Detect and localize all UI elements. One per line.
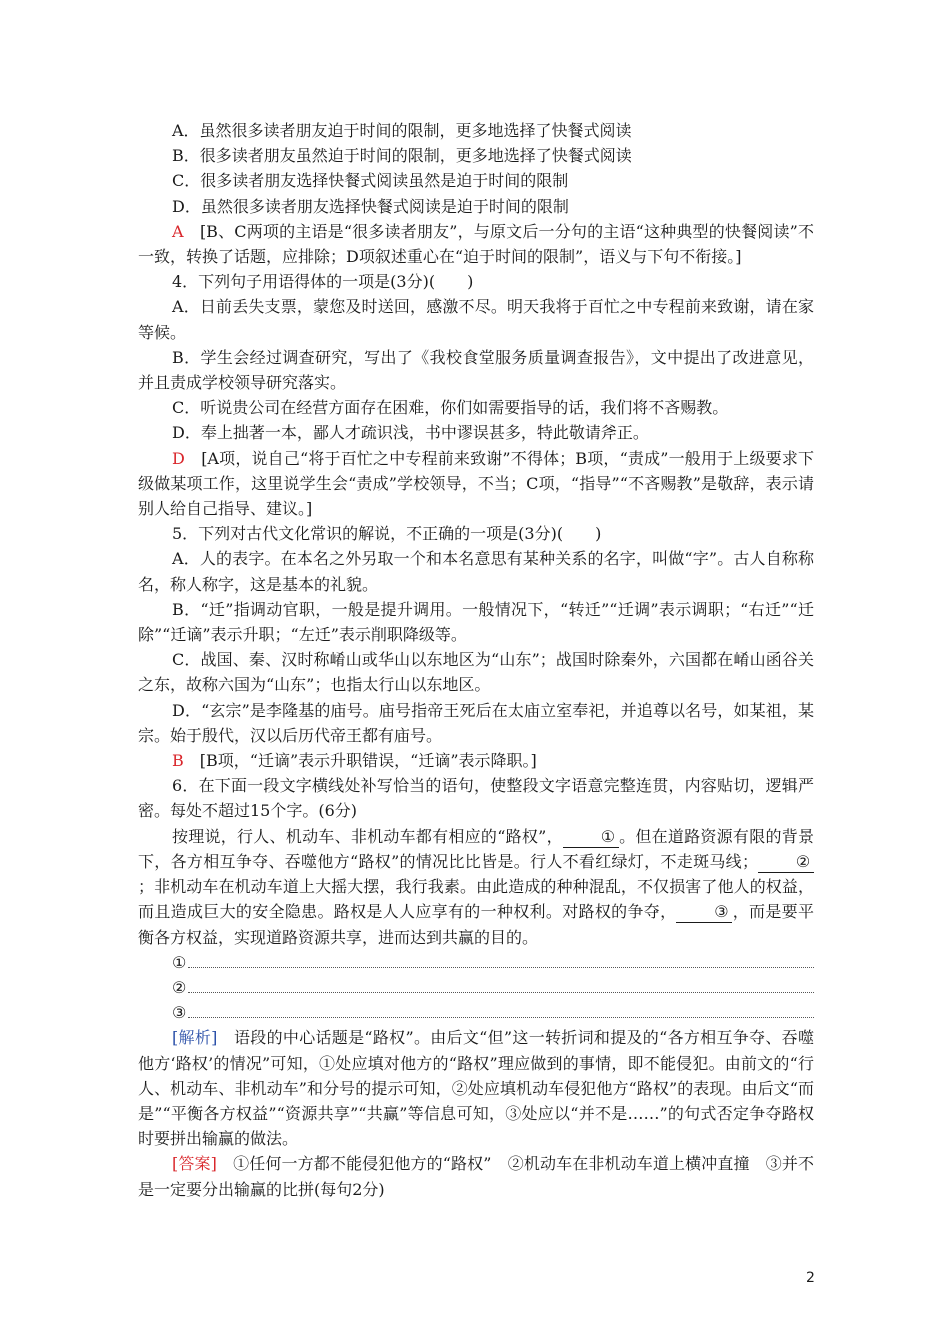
q5-stem: 5．下列对古代文化常识的解说，不正确的一项是(3分)( ) xyxy=(172,524,602,544)
q6-answer-line-3[interactable] xyxy=(138,1000,814,1025)
analysis-label: [解析] xyxy=(172,1028,218,1048)
answer-label: [答案] xyxy=(172,1154,217,1174)
q3-option-a: A．虽然很多读者朋友迫于时间的限制，更多地选择了快餐式阅读 xyxy=(172,121,632,140)
q4-explanation: [A项，说自己“将于百忙之中专程前来致谢”不得体；B项，“责成”一般用于上级要求下级做某项工作，这里说学生会“责成”学校领导，不当；C项，“指导”“不吝赐教”是敬辞，表示请别人给自己指导、建议。] xyxy=(138,448,814,519)
q6-stem: 6．在下面一段文字横线处补写恰当的语句，使整段文字语意完整连贯，内容贴切，逻辑严密。每处不超过15个字。(6分) xyxy=(138,776,814,821)
document-body xyxy=(138,118,814,1202)
q5-option-d: D．“玄宗”是李隆基的庙号。庙号指帝王死后在太庙立室奉祀，并追尊以名号，如某祖，某宗。始于殷代，汉以后历代帝王都有庙号。 xyxy=(138,700,814,745)
q3-answer xyxy=(138,219,814,269)
q6-blank-2[interactable]: ② xyxy=(758,852,814,873)
dotted-line xyxy=(188,1003,814,1018)
q4-option-b: B．学生会经过调查研究，写出了《我校食堂服务质量调查报告》，文中提出了改进意见，并且责成学校领导研究落实。 xyxy=(138,347,814,393)
q6-blank-3[interactable]: ③ xyxy=(676,902,732,923)
q4-answer xyxy=(138,446,814,522)
q6-answer-line-1[interactable] xyxy=(138,950,814,975)
q6-passage xyxy=(138,824,814,950)
q6-passage-part-3: ；非机动车在机动车道上大摇大摆，我行我素。由此造成的种种混乱，不仅损害了他人的权益，而且造成巨大的安全隐患。路权是人人应享有的一种权利。对路权的争夺， xyxy=(138,877,814,922)
dotted-line xyxy=(188,953,814,968)
analysis-text: 语段的中心话题是“路权”。由后文“但”这一转折词和提及的“各方相互争夺、吞噬他方‘路权’的情况”可知，①处应填对他方的“路权”理应做到的事情，即不能侵犯。由前文的“行人、机动车、非机动车”和分号的提示可知，②处应填机动车侵犯他方“路权”的表现。由后文“而是”“平衡各方权益”“资源共享”“共赢”等信息可知，③处应以“并不是……”的句式否定争夺路权时要拼出输赢的做法。 xyxy=(138,1028,814,1149)
q3-answer-letter: A xyxy=(172,221,184,241)
q3-option-b: B．很多读者朋友虽然迫于时间的限制，更多地选择了快餐式阅读 xyxy=(172,146,632,166)
q4-option-a: A．日前丢失支票，蒙您及时送回，感激不尽。明天我将于百忙之中专程前来致谢，请在家等候。 xyxy=(138,297,814,342)
answer-line-label: ② xyxy=(172,977,187,997)
q5-option-b: B．“迁”指调动官职，一般是提升调用。一般情况下，“转迁”“迁调”表示调职；“右迁”“迁除”“迁谪”表示升职；“左迁”表示削职降级等。 xyxy=(138,599,814,645)
q5-answer xyxy=(138,748,814,773)
q6-blank-1[interactable]: ① xyxy=(563,827,619,848)
q6-passage-part-2: 。但在道路资源有限的背景下，各方相互争夺、吞噬他方“路权”的情况比比皆是。行人不看红绿灯，不走斑马线； xyxy=(138,826,814,871)
answer-line-label: ③ xyxy=(172,1003,187,1023)
q6-analysis xyxy=(138,1025,814,1151)
q4-option-d: D．奉上拙著一本，鄙人才疏识浅，书中谬误甚多，特此敬请斧正。 xyxy=(172,423,649,443)
q5-explanation: [B项，“迁谪”表示升职错误，“迁谪”表示降职。] xyxy=(199,751,537,771)
q6-answer xyxy=(138,1151,814,1201)
q6-passage-part-4: ，而是要平衡各方权益，实现道路资源共享，进而达到共赢的目的。 xyxy=(138,902,814,947)
dotted-line xyxy=(188,978,814,993)
q3-option-d: D．虽然很多读者朋友选择快餐式阅读是迫于时间的限制 xyxy=(172,196,569,216)
page-number: 2 xyxy=(806,1270,815,1286)
q5-answer-letter: B xyxy=(172,751,184,771)
q5-option-a: A．人的表字。在本名之外另取一个和本名意思有某种关系的名字，叫做“字”。古人自称称名，称人称字，这是基本的礼貌。 xyxy=(138,549,814,594)
q4-stem: 4．下列句子用语得体的一项是(3分)( ) xyxy=(172,272,474,292)
answer-line-label: ① xyxy=(172,952,187,972)
q3-explanation: [B、C两项的主语是“很多读者朋友”，与原文后一分句的主语“这种典型的快餐阅读”不一致，转换了话题，应排除；D项叙述重心在“迫于时间的限制”，语义与下句不衔接。] xyxy=(138,221,814,267)
q6-answer-line-2[interactable] xyxy=(138,975,814,1000)
q6-passage-part-1: 按理说，行人、机动车、非机动车都有相应的“路权”， xyxy=(172,826,563,846)
q5-option-c: C．战国、秦、汉时称崤山或华山以东地区为“山东”；战国时除秦外，六国都在崤山函谷关之东，故称六国为“山东”；也指太行山以东地区。 xyxy=(138,650,814,695)
q4-option-c: C．听说贵公司在经营方面存在困难，你们如需要指导的话，我们将不吝赐教。 xyxy=(172,398,729,418)
answer-text: ①任何一方都不能侵犯他方的“路权” ②机动车在非机动车道上横冲直撞 ③并不是一定要分出输赢的比拼(每句2分) xyxy=(138,1154,814,1199)
q4-answer-letter: D xyxy=(172,448,185,468)
q3-option-c: C．很多读者朋友选择快餐式阅读虽然是迫于时间的限制 xyxy=(172,171,569,191)
